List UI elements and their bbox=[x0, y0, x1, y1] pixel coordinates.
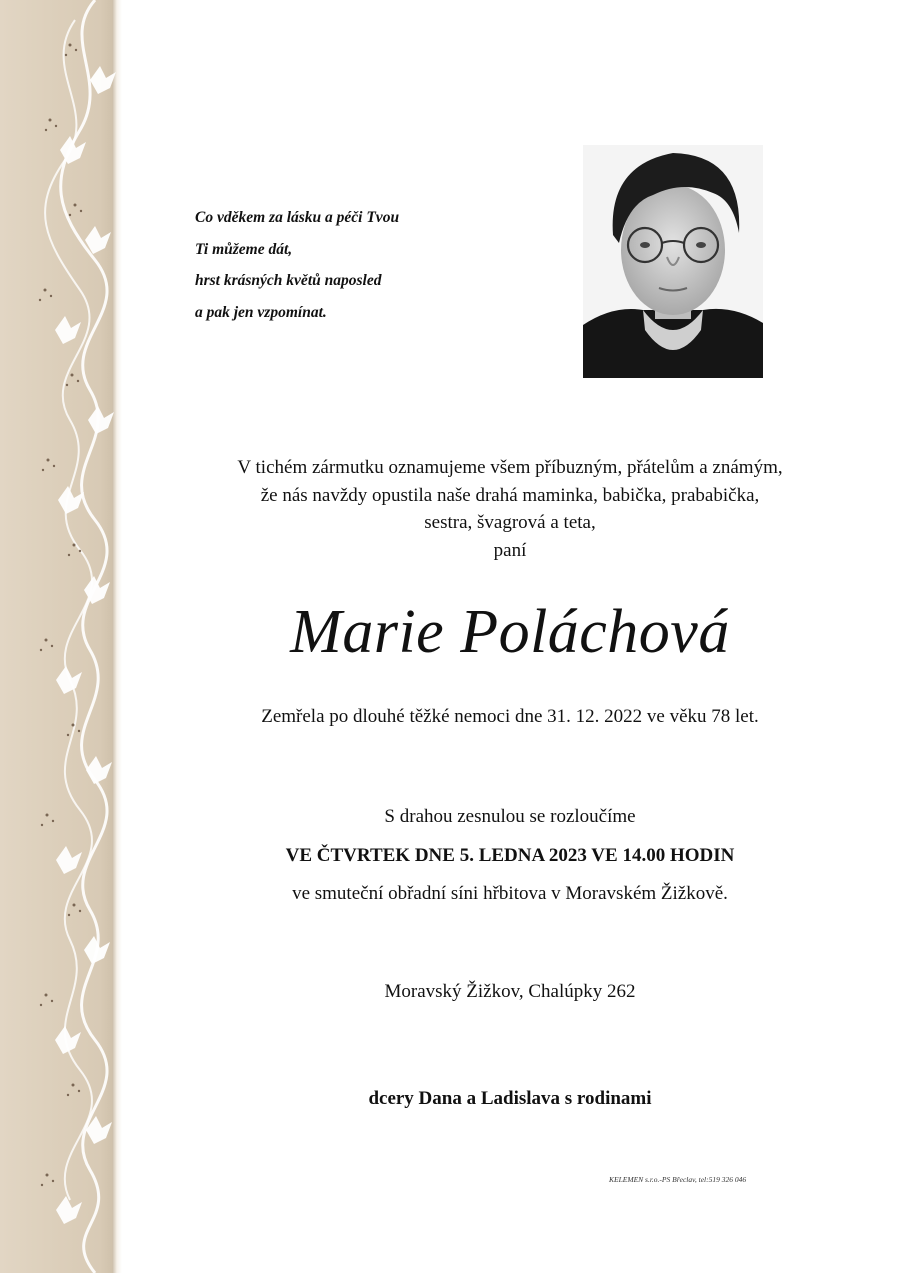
family-signature: dcery Dana a Ladislava s rodinami bbox=[368, 1088, 652, 1109]
memorial-poem bbox=[195, 202, 495, 329]
announcement-line: V tichém zármutku oznamujeme všem příbuzným, přátelům a známým, bbox=[237, 457, 783, 478]
farewell-datetime: VE ČTVRTEK DNE 5. LEDNA 2023 VE 14.00 HODIN bbox=[285, 845, 735, 866]
floral-vine-ornament bbox=[0, 0, 118, 1273]
poem-line: hrst krásných květů naposled bbox=[195, 272, 382, 290]
address: Moravský Žižkov, Chalúpky 262 bbox=[384, 981, 636, 1002]
announcement-line: sestra, švagrová a teta, bbox=[424, 512, 596, 533]
death-note: Zemřela po dlouhé těžké nemoci dne 31. 12. 2022 ve věku 78 let. bbox=[261, 706, 759, 727]
announcement-line: paní bbox=[493, 539, 527, 561]
announcement-line: že nás navždy opustila naše drahá maminka, babička, prababička, bbox=[260, 484, 760, 506]
deceased-name: Marie Poláchová bbox=[290, 598, 730, 666]
poem-line: Ti můžeme dát, bbox=[195, 240, 293, 258]
farewell-intro: S drahou zesnulou se rozloučíme bbox=[384, 806, 636, 827]
poem-line: Co vděkem za lásku a péči Tvou bbox=[195, 209, 400, 226]
announcement bbox=[150, 454, 870, 564]
portrait-photo bbox=[583, 145, 763, 378]
printer-credit: KELEMEN s.r.o.-PS Břeclav, tel:519 326 046 bbox=[609, 1175, 747, 1184]
poem-line: a pak jen vzpomínat. bbox=[195, 304, 327, 322]
farewell-venue: ve smuteční obřadní síni hřbitova v Moravském Žižkově. bbox=[292, 883, 728, 904]
